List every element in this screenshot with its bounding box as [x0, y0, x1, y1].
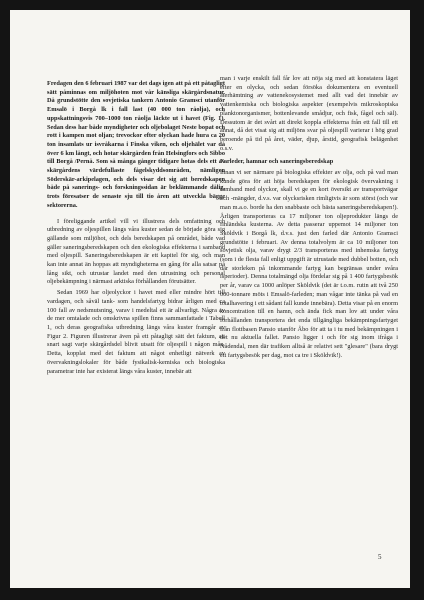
lead-paragraph: Fredagen den 6 februari 1987 var det dags igen att på ett påtagligt sätt påminnas om miljöhoten mot vår känsliga skärgårdsnatur. Då grundstötte den sovjetiska tankern Antonio Gramsci utanför Emsalö i Borgå lk i fall last (40 000 ton råolja), och uppskattningsvis 700–1000 ton råolja läckte ut i havet (Fig. 1). Sedan dess har både myndigheter och oljebolaget Neste bopat och rott i kampen mot oljan; trevockor efter olyckan hade hura ca 20 ton insamlats ur isvråkarna i Finska viken, och oljehälet var då över 6 km långt, och hotar skärgården från Helsingfors och Sibbo till Borgå /Pernå. Som så många gånger tidigare hotas dels ett av skärgårdens värdefullaste fågelskyddsområden, nämligen Söderskär-arkipelagen, och dels visar det sig att beredskapen både på sanerings- och forskningssidan är beklämmande dålig, trots föresatser de senaste sju till tio åren att utveckla bägge sektorerna. — [47, 80, 225, 209]
body-paragraph: Sedan 1969 har oljeolyckor i havet med eller mindre hört till vardagen, och såväl tank- som handelsfartyg bidrar årligen med ca 100 fall av nedsmutsning, varav i medeltal ett är allvarligt. Några av de mer omtalade och omskrivna spillen finns sammanfattade i Tabell 1, och deras geografiska utbredning längs våra kuster framgår av Figur 2. Figuren illustrerar även på ett påtagligt sätt det faktum, att snart sagt varje skärgårdsdel blivit utsatt för oljespill i någon mån. Detta, kopplat med det faktum att något enhetligt nätverk av övervakningslokaler för både fysikalisk-kemiska och biologiska parametrar inte har existerat längs våra kuster, innebär att — [47, 289, 225, 375]
page-number: 5 — [378, 553, 382, 561]
left-text-column — [47, 80, 225, 376]
right-text-column — [220, 75, 398, 361]
body-paragraph: man i varje enskilt fall får lov att nöja sig med att konstatera läget efter en olycka, och sedan försöka dokumentera en eventuell återhämtning av vattenekosystemet med allt vad det innebär av vattenkemiska och biologiska aspekter (exempelvis mikroskopiska planktonorganismer, bottenlevande smådjur, och fisk, fågel och säl). Dessutom är det svårt att direkt koppla effekterna från ett fall till ett annat, då det visat sig att miljöns svar på oljespill varierar i hög grad beroende på tid på året, väder, djup, årstid, geografisk belägenhet o.s.v. — [220, 75, 398, 152]
body-paragraph: Innan vi ser närmare på biologiska effekter av olja, och på vad man kunde göra för att höja beredskapen för ekologisk övervakning i samband med olyckor, skall vi ge en kort översikt av transportvägar och -mängder, d.v.s. var olycksrisken rimligtvis är som störst (och var man m.a.o. borde ha den snabbaste och bästa saneringsberedskapen!). Årligen transporteras ca 17 miljoner ton oljeprodukter längs de finländska kusterna. Av detta passerar uppemot 14 miljoner ton Sköldvik i Borgå lk, d.v.s. just den farled där Antonio Gramsci grundstötte i februari. Av denna totalvolym är ca 10 miljoner ton sovjetisk olja, varav drygt 2/3 transporteras med inhemska fartyg (som i de flesta fall enligt uppgift är utrustade med dubbel botten, och där storleken på inkommande fartyg kan begränsas under svåra isperioder). Denna totalmängd olja fördelar sig på 1 400 fartygsbesök per år, varav ca 1000 anlöper Sköldvik (det är t.o.m. rutin att två 250 000-tonnare möts i Emsalö-farleden; man vågar inte tänka på vad en totalhavering i ett sådant fall kunde innebära). Detta visar på en enorm koncentration till en hamn, och ända fick man lov att under våra förhållanden transportera det enda tillgängliga bekämpningsfartyget från flottbasen Pansio utanför Åbo för att ta i tu med bekämpningen i det nu aktuella fallet. Pansio ligger i och för sig inom ifråga i Nådendal, men där trafiken alltså är relativt sett "glesare" (bara drygt ett fartygsbesök per dag, mot ca tre i Sköldvik!). — [220, 169, 398, 359]
body-paragraph: I föreliggande artikel vill vi illustrera dels omfattning och utbredning av oljespillen längs våra kuster sedan de började göra sig gällande som miljöhot, och dels beredskapen på området, både vad gäller saneringsberedskapen och den ekologiska effekterna i samband med oljespill. Saneringsberedskapen är ett kapitel för sig, och man kan inte annat än hoppas att myndigheterna en gång för alla satsar på lång sikt, och utrustar landet med den utrustning och personal oljebekämpning i närmast arktiska förhållanden förutsätter. — [47, 217, 225, 286]
section-heading: Farleder, hamnar och saneringsberedskap — [220, 158, 334, 166]
